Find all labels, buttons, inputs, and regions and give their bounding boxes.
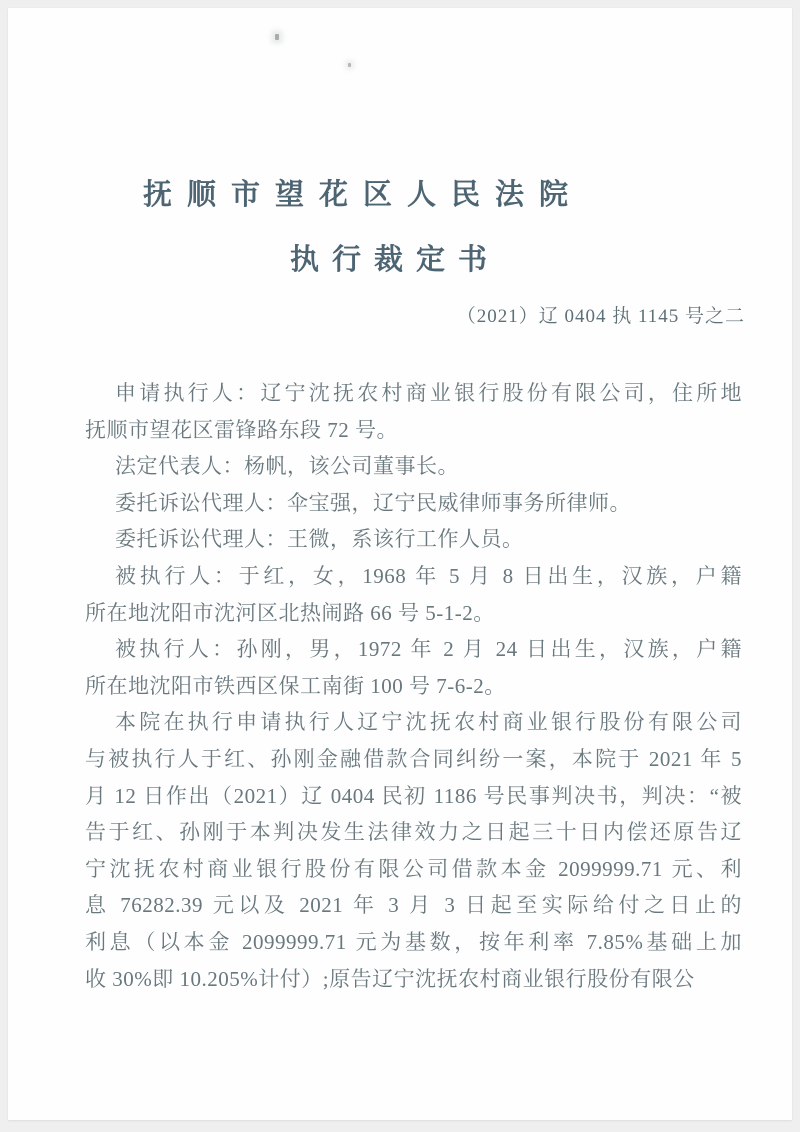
text-line: 与被执行人于红、孙刚金融借款合同纠纷一案，本院于 2021 年 5 xyxy=(85,746,742,771)
text-line: 告于红、孙刚于本判决发生法律效力之日起三十日内偿还原告辽 xyxy=(85,820,742,845)
court-name-title: 抚顺市望花区人民法院 xyxy=(142,179,583,211)
document-page xyxy=(8,8,792,1120)
text-line: 利息（以本金 2099999.71 元为基数，按年利率 7.85%基础上加 xyxy=(85,929,742,954)
paragraph xyxy=(85,631,742,704)
text-line: 宁沈抚农村商业银行股份有限公司借款本金 2099999.71 元、利 xyxy=(85,856,742,881)
text-line: 息 76282.39 元以及 2021 年 3 月 3 日起至实际给付之日止的 xyxy=(85,893,742,918)
text-line: 申请执行人：辽宁沈抚农村商业银行股份有限公司，住所地 xyxy=(115,381,742,405)
text-line: 收 30%即 10.205%计付）;原告辽宁沈抚农村商业银行股份有限公 xyxy=(85,966,695,991)
case-number: （2021）辽 0404 执 1145 号之二 xyxy=(456,306,745,327)
text-line: 法定代表人：杨帆，该公司董事长。 xyxy=(115,454,459,479)
paragraph xyxy=(85,521,742,558)
text-line: 月 12 日作出（2021）辽 0404 民初 1186 号民事判决书，判决：“被 xyxy=(85,783,742,808)
scan-speck xyxy=(348,63,351,67)
paragraph xyxy=(85,485,742,522)
text-line: 所在地沈阳市铁西区保工南街 100 号 7-6-2。 xyxy=(85,673,506,698)
text-line: 委托诉讼代理人：王微，系该行工作人员。 xyxy=(115,527,524,552)
document-body xyxy=(85,375,742,997)
paragraph xyxy=(85,704,742,997)
document-type-title: 执行裁定书 xyxy=(289,244,500,276)
text-line: 被执行人：于红，女，1968 年 5 月 8 日出生，汉族，户籍 xyxy=(115,563,742,588)
scan-speck xyxy=(275,34,279,40)
text-line: 所在地沈阳市沈河区北热闹路 66 号 5-1-2。 xyxy=(85,600,495,625)
text-line: 本院在执行申请执行人辽宁沈抚农村商业银行股份有限公司 xyxy=(115,710,742,735)
paragraph xyxy=(85,375,742,448)
paragraph xyxy=(85,558,742,631)
text-line: 抚顺市望花区雷锋路东段 72 号。 xyxy=(85,417,398,442)
text-line: 委托诉讼代理人：伞宝强，辽宁民威律师事务所律师。 xyxy=(115,490,631,515)
text-line: 被执行人：孙刚，男，1972 年 2 月 24 日出生，汉族，户籍 xyxy=(115,637,742,662)
paragraph xyxy=(85,448,742,485)
